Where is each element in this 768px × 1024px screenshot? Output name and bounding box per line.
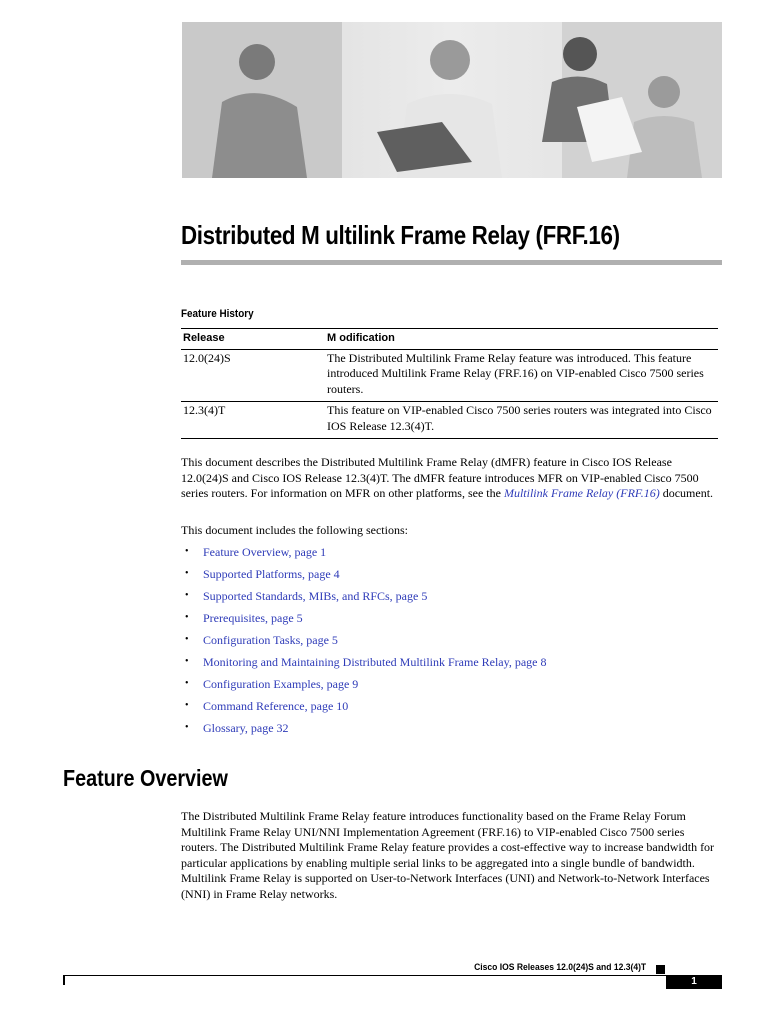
toc-link[interactable]: Prerequisites, page 5 [203,611,303,625]
bullet-icon: • [185,590,189,601]
page-title: Distributed M ultilink Frame Relay (FRF.16) [181,220,620,250]
toc-link[interactable]: Supported Standards, MIBs, and RFCs, page 5 [203,589,428,603]
table-row [181,349,718,402]
mfr-document-link[interactable]: Multilink Frame Relay (FRF.16) [503,486,660,500]
toc-link[interactable]: Command Reference, page 10 [203,699,349,713]
toc-link[interactable]: Configuration Tasks, page 5 [203,633,338,647]
list-item [181,698,547,720]
toc-link[interactable]: Feature Overview, page 1 [203,545,327,559]
title-rule [181,260,722,265]
list-item [181,632,547,654]
people-meeting-illustration [182,22,722,178]
intro-paragraph [181,455,721,502]
section-list [181,544,547,742]
bullet-icon: • [185,568,189,579]
footer-marker [656,965,665,974]
release-cell: 12.3(4)T [181,402,325,439]
hero-photo [182,22,722,178]
intro-text-2: document. [659,486,714,500]
toc-link[interactable]: Glossary, page 32 [203,721,289,735]
toc-link[interactable]: Supported Platforms, page 4 [203,567,340,581]
toc-link[interactable]: Monitoring and Maintaining Distributed Multilink Frame Relay, page 8 [203,655,547,669]
list-item [181,720,547,742]
list-item [181,566,547,588]
table-row [181,402,718,439]
bullet-icon: • [185,678,189,689]
bullet-icon: • [185,656,189,667]
sections-intro: This document includes the following sections: [181,523,408,537]
column-header-modification: M odification [325,329,718,350]
bullet-icon: • [185,722,189,733]
bullet-icon: • [185,634,189,645]
intro-text-1: This document describes the Distributed Multilink Frame Relay (dMFR) feature in Cisco IOS Release 12.0(24)S and Cisco IOS Release 12.3(4)T. The dMFR feature introduces MFR on VIP-enabled Cisco 7500 series routers. For information on MFR on other platforms, see the [181,455,699,500]
page-number: 1 [666,975,722,989]
list-item [181,610,547,632]
feature-overview-body: The Distributed Multilink Frame Relay feature introduces functionality based on the Frame Relay Forum Multilink Frame Relay UNI/NNI Implementation Agreement (FRF.16) to VIP-enabled Cisco 7500 series routers. The Distributed Multilink Frame Relay feature provides a cost-effective way to increase bandwidth for particular applications by enabling multiple serial links to be aggregated into a single bundle of bandwidth. Multilink Frame Relay is supported on User-to-Network Interfaces (UNI) and Network-to-Network Interfaces (NNI) in Frame Relay networks. [181,809,715,901]
modification-cell: The Distributed Multilink Frame Relay feature was introduced. This feature introduced Multilink Frame Relay (FRF.16) on VIP-enabled Cisco 7500 series routers. [325,349,718,402]
bullet-icon: • [185,546,189,557]
footer-tick [63,975,65,985]
feature-overview-heading: Feature Overview [63,765,228,791]
list-item [181,654,547,676]
release-cell: 12.0(24)S [181,349,325,402]
toc-link[interactable]: Configuration Examples, page 9 [203,677,359,691]
bullet-icon: • [185,612,189,623]
modification-cell: This feature on VIP-enabled Cisco 7500 series routers was integrated into Cisco IOS Release 12.3(4)T. [325,402,718,439]
list-item [181,676,547,698]
list-item [181,544,547,566]
feature-history-table [181,328,718,439]
list-item [181,588,547,610]
footer-rule [63,975,666,976]
table-header-row [181,329,718,350]
bullet-icon: • [185,700,189,711]
footer-release-text: Cisco IOS Releases 12.0(24)S and 12.3(4)T [473,962,646,973]
column-header-release: Release [181,329,325,350]
feature-history-caption: Feature History [181,308,254,320]
